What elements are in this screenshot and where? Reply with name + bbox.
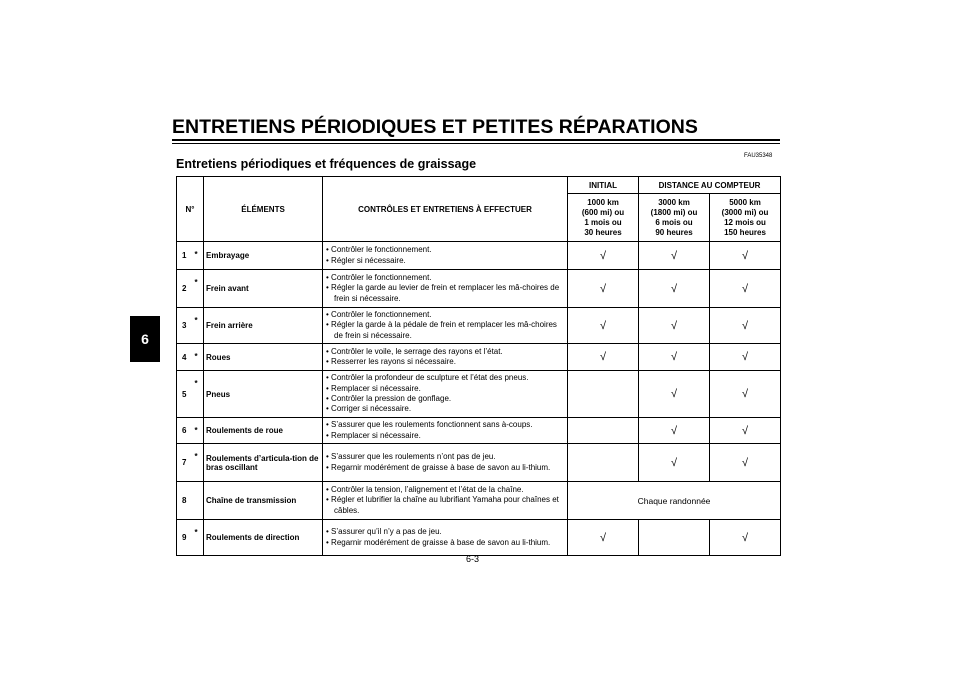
header-interval-2 bbox=[639, 194, 710, 242]
check-mark: √ bbox=[710, 242, 781, 270]
control-line: • S’assurer que les roulements n’ont pas de jeu. bbox=[326, 452, 496, 462]
row-controls bbox=[323, 344, 568, 371]
row-number: 9 bbox=[177, 520, 195, 556]
check-mark: √ bbox=[639, 242, 710, 270]
control-line: • Contrôler la profondeur de sculpture et l’état des pneus. bbox=[326, 373, 529, 383]
check-mark: √ bbox=[568, 520, 639, 556]
check-mark: √ bbox=[639, 270, 710, 308]
check-mark: √ bbox=[710, 520, 781, 556]
row-number: 7 bbox=[177, 444, 195, 482]
table-body bbox=[177, 242, 781, 556]
interval-2-line: 3000 km bbox=[658, 197, 690, 207]
interval-1-line: 1000 km bbox=[587, 197, 619, 207]
check-mark: √ bbox=[639, 444, 710, 482]
interval-span-text: Chaque randonnée bbox=[568, 482, 781, 520]
title-rule-thin bbox=[172, 143, 780, 144]
row-item: Pneus bbox=[204, 371, 323, 418]
row-item: Roulements de direction bbox=[204, 520, 323, 556]
section-title: Entretiens périodiques et fréquences de graissage bbox=[176, 157, 477, 171]
check-mark bbox=[639, 520, 710, 556]
check-mark bbox=[568, 418, 639, 444]
row-controls bbox=[323, 482, 568, 520]
interval-3-line: 12 mois ou bbox=[724, 217, 766, 227]
row-item: Roulements d’articula-tion de bras oscillant bbox=[204, 444, 323, 482]
control-line: • Régler si nécessaire. bbox=[326, 255, 406, 265]
header-num: N° bbox=[177, 177, 204, 242]
interval-3-line: 5000 km bbox=[729, 197, 761, 207]
row-item: Frein avant bbox=[204, 270, 323, 308]
chapter-tab-number: 6 bbox=[141, 331, 149, 347]
chapter-tab bbox=[130, 316, 160, 362]
control-line: • S’assurer qu’il n’y a pas de jeu. bbox=[326, 527, 442, 537]
reference-code: FAU35348 bbox=[744, 153, 773, 159]
check-mark: √ bbox=[710, 308, 781, 344]
header-controls: CONTRÔLES ET ENTRETIENS À EFFECTUER bbox=[323, 177, 568, 242]
check-mark: √ bbox=[710, 344, 781, 371]
header-items: ÉLÉMENTS bbox=[204, 177, 323, 242]
check-mark: √ bbox=[639, 344, 710, 371]
check-mark: √ bbox=[639, 371, 710, 418]
row-item: Roulements de roue bbox=[204, 418, 323, 444]
control-line: • Contrôler le fonctionnement. bbox=[326, 273, 432, 283]
row-controls bbox=[323, 520, 568, 556]
control-line: • S’assurer que les roulements fonctionnent sans à-coups. bbox=[326, 420, 533, 430]
row-item: Embrayage bbox=[204, 242, 323, 270]
interval-1-line: 1 mois ou bbox=[584, 217, 622, 227]
check-mark: √ bbox=[639, 418, 710, 444]
check-mark: √ bbox=[568, 270, 639, 308]
control-line: • Corriger si nécessaire. bbox=[326, 404, 412, 414]
check-mark: √ bbox=[710, 270, 781, 308]
interval-3-line: 150 heures bbox=[724, 227, 766, 237]
row-controls bbox=[323, 308, 568, 344]
interval-1-line: 30 heures bbox=[584, 227, 622, 237]
interval-1-line: (600 mi) ou bbox=[581, 207, 625, 217]
control-line: • Contrôler la pression de gonflage. bbox=[326, 394, 452, 403]
control-line: • Contrôler la tension, l’alignement et l’état de la chaîne. bbox=[326, 485, 524, 495]
control-line: • Resserrer les rayons si nécessaire. bbox=[326, 357, 456, 366]
interval-3-line: (3000 mi) ou bbox=[721, 207, 769, 217]
control-line: • Régler et lubrifier la chaîne au lubrifiant Yamaha pour chaînes et câbles. bbox=[326, 495, 559, 515]
table-row bbox=[177, 371, 781, 418]
table-row bbox=[177, 482, 781, 520]
check-mark: √ bbox=[568, 242, 639, 270]
row-star: * bbox=[195, 344, 204, 371]
interval-2-line: 6 mois ou bbox=[655, 217, 693, 227]
table-row bbox=[177, 308, 781, 344]
check-mark bbox=[568, 371, 639, 418]
row-star: * bbox=[195, 242, 204, 270]
table-row bbox=[177, 418, 781, 444]
control-line: • Contrôler le fonctionnement. bbox=[326, 245, 432, 255]
check-mark: √ bbox=[568, 344, 639, 371]
check-mark: √ bbox=[710, 444, 781, 482]
title-rule bbox=[172, 139, 780, 141]
check-mark: √ bbox=[710, 418, 781, 444]
control-line: • Régler la garde à la pédale de frein et remplacer les mâ-choires de frein si nécessaire. bbox=[326, 320, 557, 340]
row-number: 8 bbox=[177, 482, 195, 520]
row-item: Roues bbox=[204, 344, 323, 371]
row-item: Chaîne de transmission bbox=[204, 482, 323, 520]
row-number: 5 bbox=[177, 371, 195, 418]
row-controls bbox=[323, 270, 568, 308]
control-line: • Remplacer si nécessaire. bbox=[326, 383, 421, 393]
interval-2-line: 90 heures bbox=[655, 227, 693, 237]
control-line: • Contrôler le fonctionnement. bbox=[326, 310, 432, 320]
table-row bbox=[177, 242, 781, 270]
row-item: Frein arrière bbox=[204, 308, 323, 344]
control-line: • Remplacer si nécessaire. bbox=[326, 430, 421, 440]
interval-2-line: (1800 mi) ou bbox=[650, 207, 698, 217]
header-interval-1 bbox=[568, 194, 639, 242]
row-controls bbox=[323, 242, 568, 270]
check-mark: √ bbox=[568, 308, 639, 344]
row-star: * bbox=[195, 444, 204, 482]
page-number: 6-3 bbox=[466, 554, 480, 564]
header-interval-3 bbox=[710, 194, 781, 242]
header-initial: INITIAL bbox=[568, 177, 639, 194]
row-star: * bbox=[195, 418, 204, 444]
table-row bbox=[177, 344, 781, 371]
row-star: * bbox=[195, 520, 204, 556]
row-number: 1 bbox=[177, 242, 195, 270]
maintenance-table bbox=[176, 176, 781, 556]
page-title: ENTRETIENS PÉRIODIQUES ET PETITES RÉPARATIONS bbox=[172, 116, 698, 138]
check-mark bbox=[568, 444, 639, 482]
table-row bbox=[177, 520, 781, 556]
row-number: 4 bbox=[177, 344, 195, 371]
control-line: • Regarnir modérément de graisse à base de savon au li-thium. bbox=[326, 537, 551, 547]
table-row bbox=[177, 270, 781, 308]
header-distance: DISTANCE AU COMPTEUR bbox=[639, 177, 781, 194]
control-line: • Regarnir modérément de graisse à base de savon au li-thium. bbox=[326, 462, 551, 472]
check-mark: √ bbox=[639, 308, 710, 344]
row-controls bbox=[323, 371, 568, 418]
row-controls bbox=[323, 444, 568, 482]
control-line: • Régler la garde au levier de frein et remplacer les mâ-choires de frein si nécessaire. bbox=[326, 283, 560, 303]
row-number: 6 bbox=[177, 418, 195, 444]
row-number: 3 bbox=[177, 308, 195, 344]
row-controls bbox=[323, 418, 568, 444]
check-mark: √ bbox=[710, 371, 781, 418]
table-row bbox=[177, 444, 781, 482]
row-star bbox=[195, 482, 204, 520]
row-star: * bbox=[195, 308, 204, 344]
row-number: 2 bbox=[177, 270, 195, 308]
row-star: * bbox=[195, 371, 204, 418]
control-line: • Contrôler le voile, le serrage des rayons et l’état. bbox=[326, 346, 503, 356]
row-star: * bbox=[195, 270, 204, 308]
